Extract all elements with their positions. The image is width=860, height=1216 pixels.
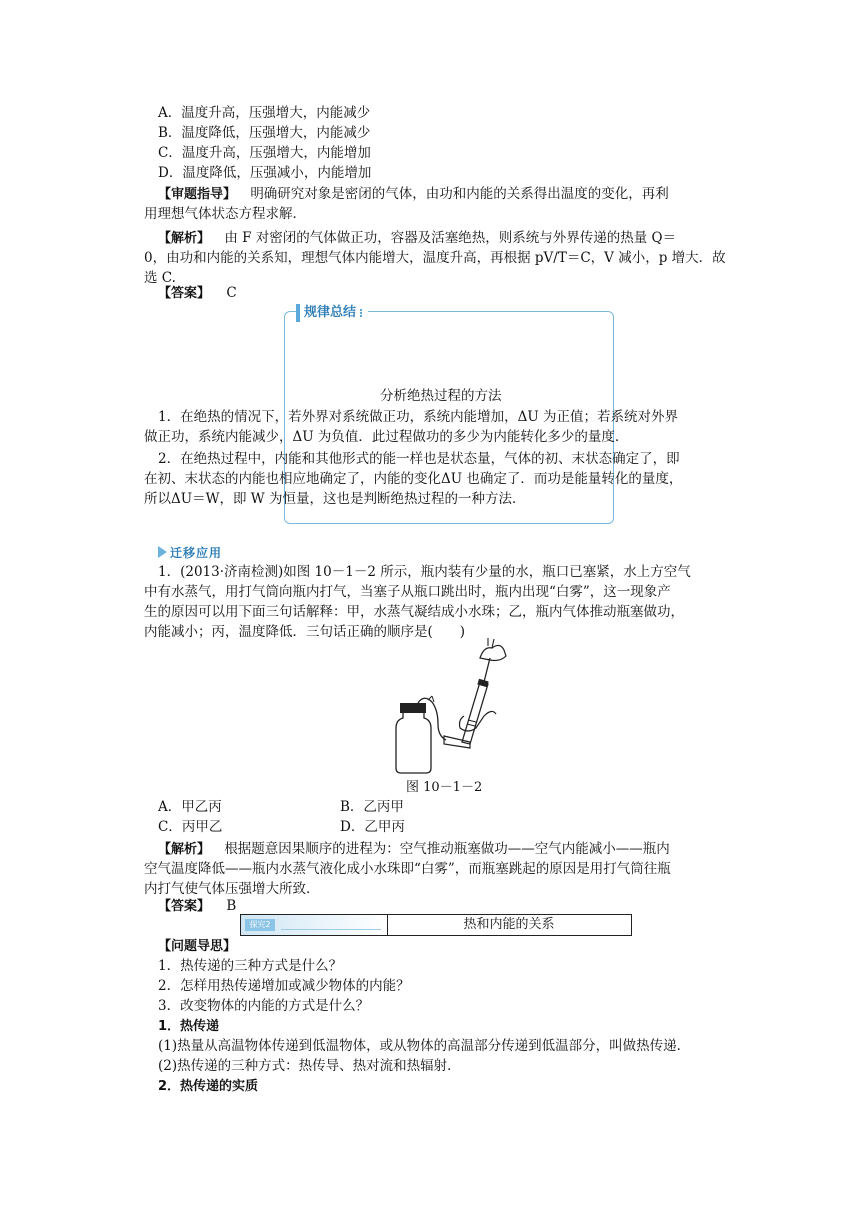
summary-p1-line1: 1．在绝热的情况下，若外界对系统做正功，系统内能增加，ΔU 为正值；若系统对外界 — [158, 409, 679, 425]
migrate-label: 迁移应用 — [170, 545, 223, 560]
heat-title-1: 1．热传递 — [158, 1019, 220, 1034]
analysis2-line-3: 内打气使气体压强增大所致． — [144, 881, 320, 897]
q1-option-b: B．乙丙甲 — [340, 799, 404, 815]
explore-badge: 探究2 — [245, 919, 275, 931]
guide-line-2: 用理想气体状态方程求解． — [144, 206, 306, 222]
figure-caption: 图 10－1－2 — [406, 780, 483, 795]
guide-label: 【审题指导】 — [158, 187, 237, 202]
questions-label: 【问题导思】 — [158, 939, 237, 954]
triangle-icon — [158, 546, 167, 558]
answer2-value: B — [226, 898, 237, 914]
arrow-line-icon — [281, 929, 381, 930]
analysis1-line-1 — [158, 229, 676, 248]
option-b: B．温度降低，压强增大，内能减少 — [158, 125, 371, 141]
bottle-pump-figure — [384, 636, 514, 774]
q1-option-a: A．甲乙丙 — [158, 799, 222, 815]
guide-line-1 — [158, 185, 669, 204]
question-item-3: 3．改变物体的内能的方式是什么？ — [158, 998, 370, 1014]
analysis2-line-2: 空气温度降低——瓶内水蒸气液化成小水珠即“白雾”，而瓶塞跳起的原因是用打气筒往瓶 — [144, 861, 671, 877]
guide-text-1: 明确研究对象是密闭的气体，由功和内能的关系得出温度的变化，再利 — [250, 186, 669, 202]
analysis1-text-1: 由 F 对密闭的气体做正功，容器及活塞绝热，则系统与外界传递的热量 Q＝ — [224, 230, 677, 246]
q1-line-2: 中有水蒸气，用打气筒向瓶内打气，当塞子从瓶口跳出时，瓶内出现“白雾”，这一现象产 — [144, 584, 671, 600]
answer2 — [158, 897, 236, 916]
analysis2-label: 【解析】 — [158, 842, 211, 857]
question-item-2: 2．怎样用热传递增加或减少物体的内能？ — [158, 978, 410, 994]
analysis1-line-2: 0，由功和内能的关系知，理想气体内能增大，温度升高，再根据 pV/T＝C，V 减小，p 增大．故 — [144, 250, 726, 266]
migrate-heading — [158, 544, 222, 560]
heat-p2: (2)热传递的三种方式：热传导、热对流和热辐射． — [158, 1058, 461, 1074]
q1-option-d: D．乙甲丙 — [340, 819, 405, 835]
summary-tag — [296, 304, 368, 322]
q1-line-1: 1．(2013·济南检测)如图 10－1－2 所示，瓶内装有少量的水，瓶口已塞紧，水上方空气 — [158, 564, 691, 580]
explore-bar — [240, 914, 632, 936]
summary-tag-text: 规律总结 — [304, 305, 357, 320]
analysis2-text-1: 根据题意因果顺序的进程为：空气推动瓶塞做功——空气内能减小——瓶内 — [224, 841, 670, 857]
summary-tag-bar — [296, 304, 300, 322]
q1-option-c: C．丙甲乙 — [158, 819, 223, 835]
summary-p2-line2: 在初、末状态的内能也相应地确定了，内能的变化ΔU 也确定了．而功是能量转化的量度， — [144, 471, 683, 487]
question-item-1: 1．热传递的三种方式是什么？ — [158, 958, 343, 974]
option-d: D．温度降低，压强减小，内能增加 — [158, 165, 372, 181]
option-a: A．温度升高，压强增大，内能减少 — [158, 105, 371, 121]
q1-line-4: 内能减小；丙，温度降低．三句话正确的顺序是( ) — [144, 624, 466, 640]
answer1-label: 【答案】 — [158, 286, 211, 301]
answer2-label: 【答案】 — [158, 899, 211, 914]
heat-title-2: 2．热传递的实质 — [158, 1079, 259, 1094]
summary-p2-line1: 2．在绝热过程中，内能和其他形式的能一样也是状态量，气体的初、末状态确定了，即 — [158, 451, 680, 467]
summary-heading: 分析绝热过程的方法 — [380, 388, 502, 404]
summary-p1-line2: 做正功，系统内能减少，ΔU 为负值．此过程做功的多少为内能转化多少的量度． — [144, 429, 629, 445]
answer1 — [158, 284, 237, 303]
heat-p1: (1)热量从高温物体传递到低温物体，或从物体的高温部分传递到低温部分，叫做热传递． — [158, 1038, 691, 1054]
explore-title: 热和内能的关系 — [463, 917, 555, 932]
explore-badge-area — [241, 915, 388, 935]
summary-p2-line3: 所以ΔU＝W，即 W 为恒量，这也是判断绝热过程的一种方法． — [144, 491, 526, 507]
option-c: C．温度升高，压强增大，内能增加 — [158, 145, 371, 161]
q1-line-3: 生的原因可以用下面三句话解释：甲，水蒸气凝结成小水珠；乙，瓶内气体推动瓶塞做功， — [144, 604, 684, 620]
analysis2-line-1 — [158, 840, 670, 859]
analysis1-line-3: 选 C. — [144, 270, 176, 286]
answer1-value: C — [226, 285, 237, 301]
summary-tag-dots — [360, 309, 368, 317]
analysis1-label: 【解析】 — [158, 231, 211, 246]
